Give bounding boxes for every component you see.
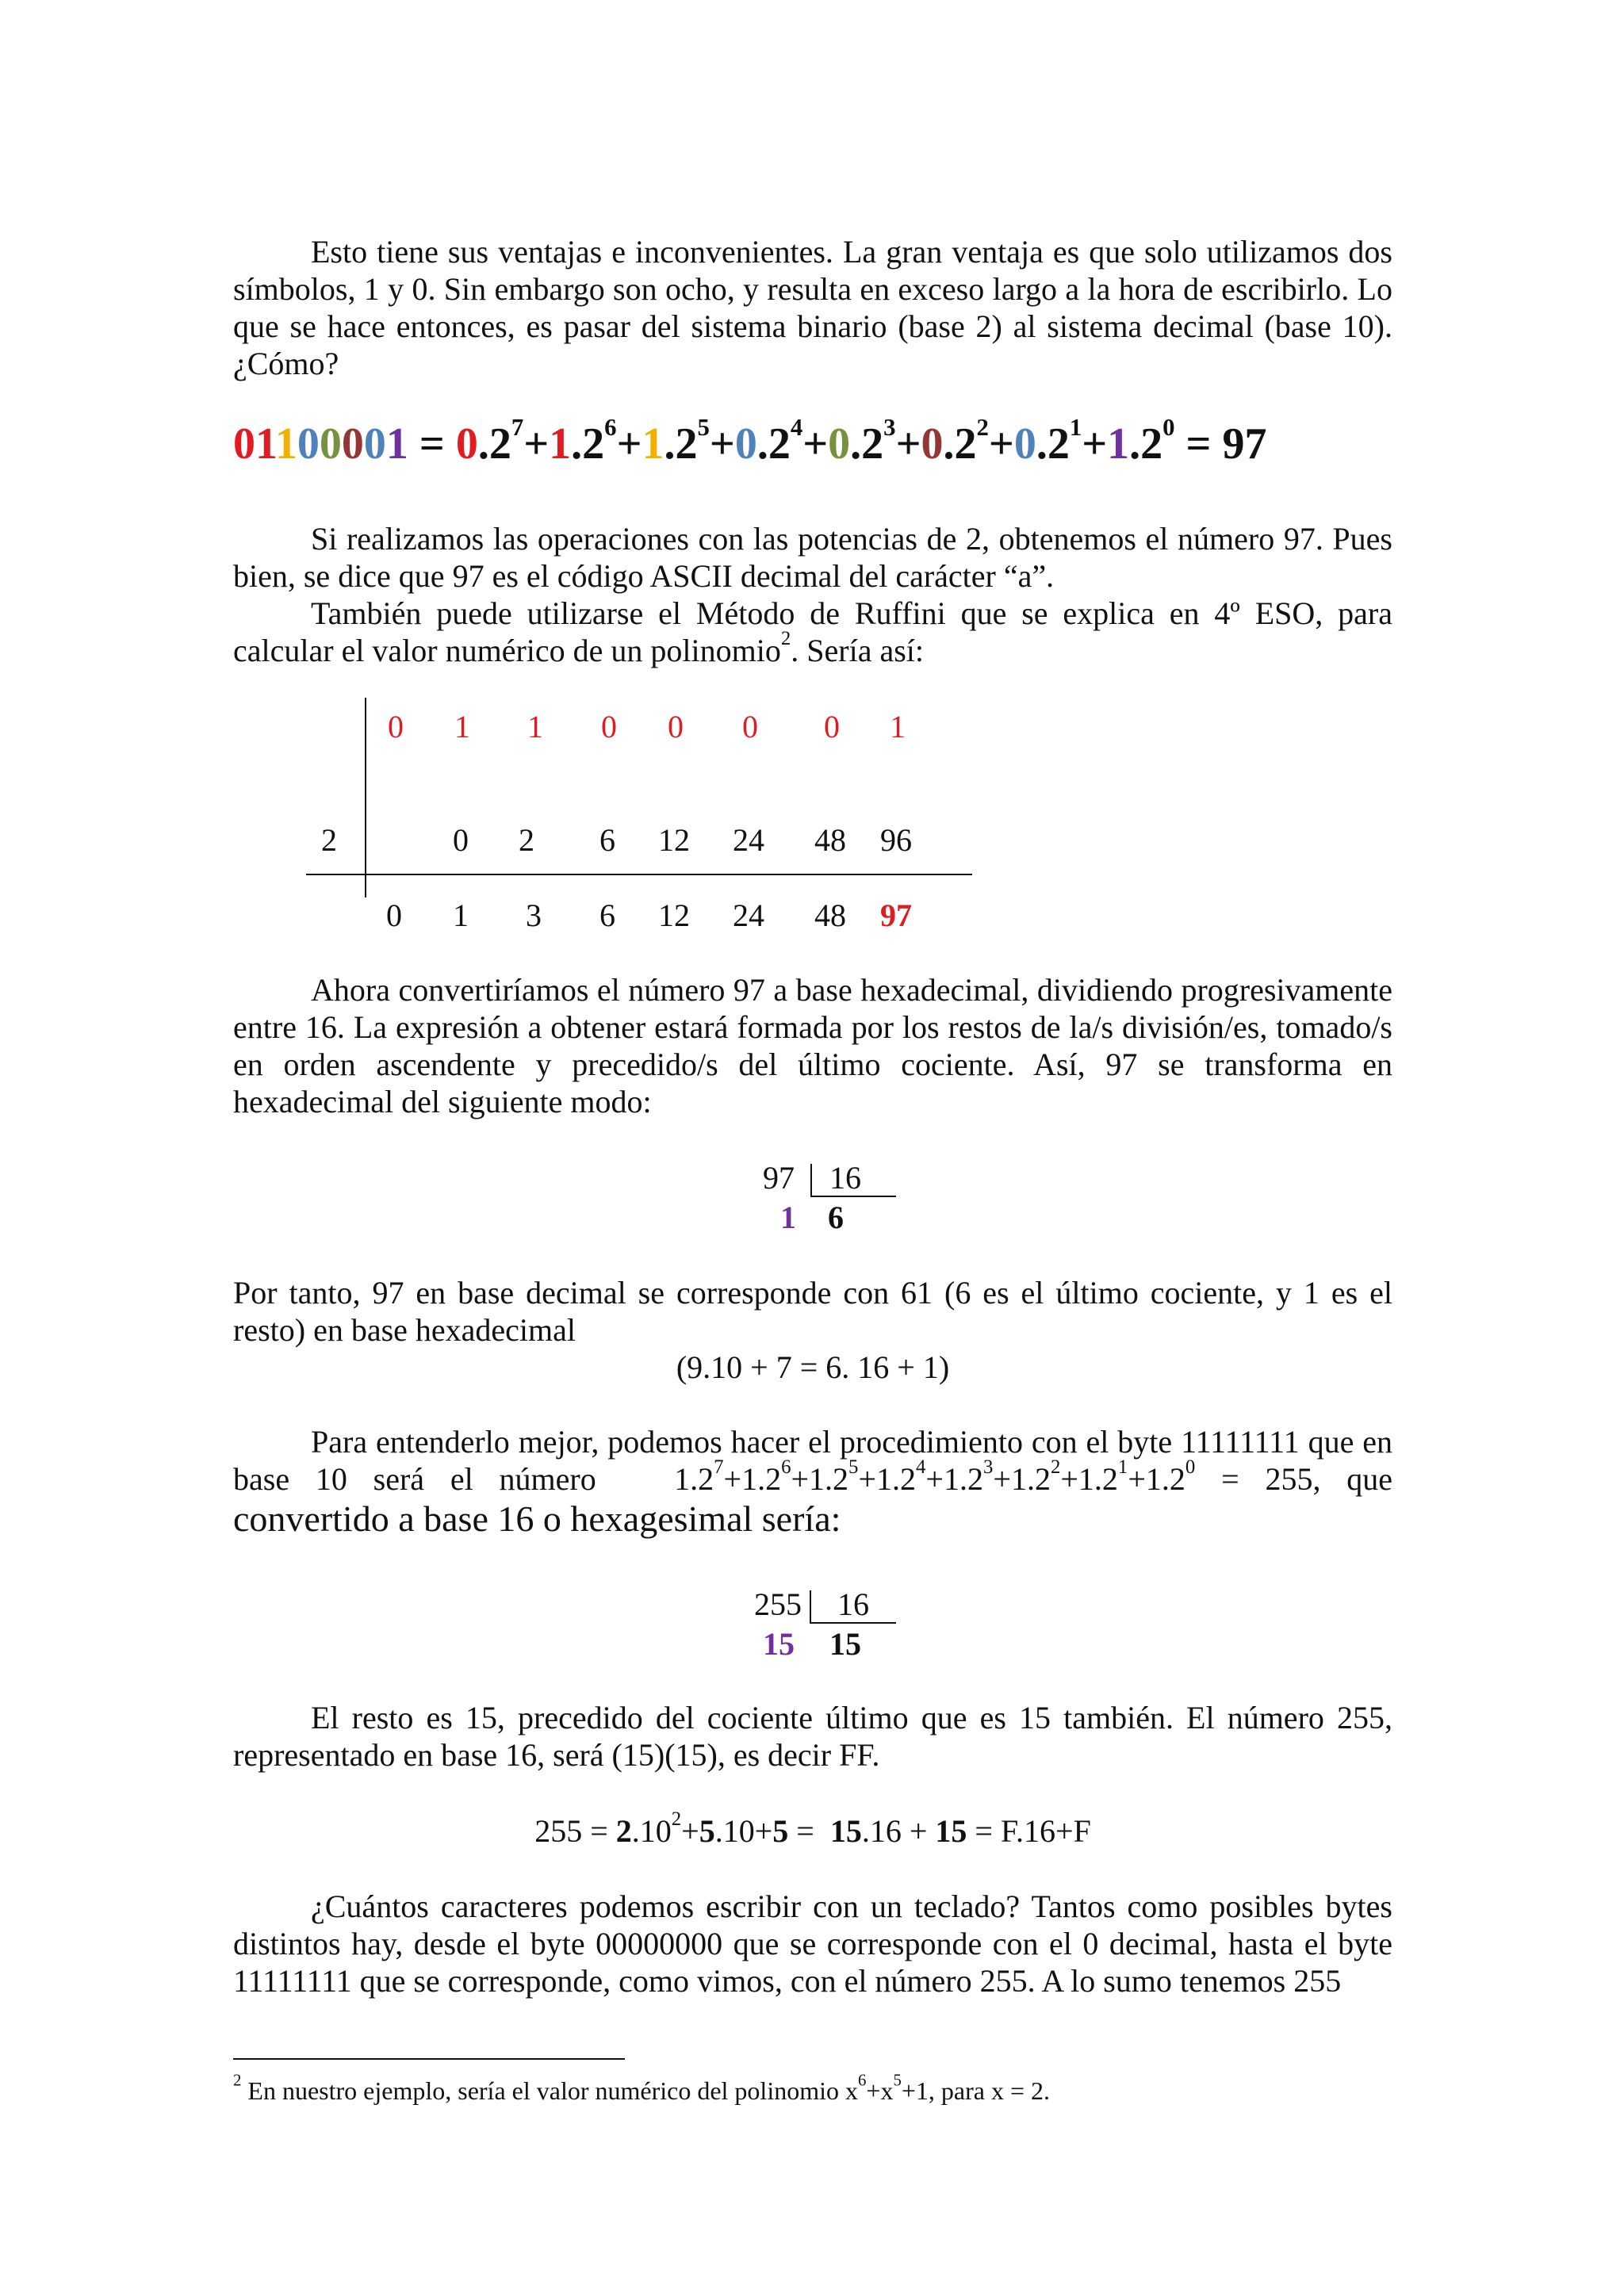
paragraph-ascii: Si realizamos las operaciones con las potencias de 2, obtenemos el número 97. Pues bien, se dice que 97 es el código ASCII decimal del carácter “a”.: [233, 521, 1392, 594]
ruffini-coefficient: 0: [388, 709, 404, 744]
binary-digit: 0: [363, 419, 386, 469]
binary-digit: 1: [274, 419, 297, 469]
footnote-exponent: 6: [857, 2071, 867, 2090]
equation-text: .10: [631, 1813, 672, 1849]
footnote-number: 2: [233, 2071, 242, 2090]
ruffini-result: 12: [658, 897, 690, 933]
expr-term: +1.2: [858, 1461, 917, 1497]
footnote-text: +1, para x = 2.: [901, 2076, 1050, 2105]
ruffini-product: 12: [658, 822, 690, 858]
term-exponent: 3: [883, 413, 896, 441]
ruffini-product: 2: [519, 822, 534, 858]
footnote: [233, 2071, 1050, 2106]
paragraph-ruffini: [233, 595, 1392, 669]
term-exponent: 2: [976, 413, 989, 441]
plus-sign: +: [895, 419, 921, 469]
expr-term: +1.2: [1128, 1461, 1185, 1497]
equation-text: =: [788, 1813, 830, 1849]
footnote-text: En nuestro ejemplo, sería el valor numérico del polinomio x: [241, 2076, 858, 2105]
paragraph-intro: Esto tiene sus ventajas e inconvenientes. La gran ventaja es que solo utilizamos dos símbolos, 1 y 0. Sin embargo son ocho, y resulta en exceso largo a la hora de escribirlo. Lo que se hace entonces, es pasar del sistema binario (base 2) al sistema decimal (base 10). ¿Cómo?: [233, 234, 1392, 381]
power-expansion: [455, 413, 1175, 469]
term-base: .2: [1129, 419, 1163, 469]
division-255-remainder: 15: [763, 1626, 795, 1662]
expr-exponent: 6: [781, 1456, 791, 1478]
plus-sign: +: [1082, 419, 1108, 469]
plus-sign: +: [988, 419, 1014, 469]
binary-digit: 0: [297, 419, 320, 469]
ruffini-product: 48: [814, 822, 846, 858]
division-255-dividend: 255: [754, 1586, 802, 1622]
term-base: .2: [850, 419, 884, 469]
term-exponent: 1: [1069, 413, 1082, 441]
plus-sign: +: [709, 419, 735, 469]
equation-text: +: [681, 1813, 699, 1849]
formula-equals: =: [408, 419, 456, 469]
expr-exponent: 7: [714, 1456, 724, 1478]
equation-255: [233, 1808, 1392, 1850]
footnote-reference: 2: [780, 627, 791, 649]
term-base: .2: [571, 419, 605, 469]
term-coefficient: 0: [921, 419, 944, 469]
division-255-bar: [810, 1590, 811, 1624]
term-exponent: 6: [604, 413, 617, 441]
paragraph-base16: convertido a base 16 o hexagesimal sería:: [233, 1498, 841, 1539]
equation-text: 255 =: [534, 1813, 616, 1849]
term-coefficient: 1: [1107, 419, 1130, 469]
binary-to-decimal-formula: [233, 413, 1267, 469]
term-base: .2: [664, 419, 698, 469]
ruffini-result: 0: [386, 897, 402, 933]
division-97-remainder: 1: [780, 1200, 796, 1235]
expr-term: +1.2: [1060, 1461, 1118, 1497]
footnote-separator: [233, 2058, 625, 2060]
ruffini-coefficient: 0: [742, 709, 758, 744]
paragraph-byte-255: [233, 1423, 1392, 1498]
term-base: .2: [477, 419, 511, 469]
ruffini-coefficient: 1: [527, 709, 543, 744]
ruffini-horizontal-line: [306, 874, 972, 875]
expr-exponent: 2: [1050, 1456, 1061, 1478]
term-base: .2: [943, 419, 977, 469]
expr-term: +1.2: [791, 1461, 849, 1497]
division-97-divisor: 16: [829, 1160, 861, 1196]
division-97-bar: [810, 1164, 812, 1197]
term-base: .2: [1036, 419, 1070, 469]
term-coefficient: 1: [549, 419, 572, 469]
ruffini-final-result: 97: [880, 897, 912, 933]
binary-digit: 1: [385, 419, 408, 469]
equation-digit-bold: 15: [829, 1813, 862, 1849]
expr-term: +1.2: [723, 1461, 782, 1497]
ruffini-coefficient: 0: [601, 709, 617, 744]
paragraph-hexadecimal: Ahora convertiríamos el número 97 a base hexadecimal, dividiendo progresivamente entre 16. La expresión a obtener estará formada por los restos de la/s división/es, tomado/s en orden ascendente y precedido/s del último cociente. Así, 97 se transforma en hexadecimal del siguiente modo:: [233, 972, 1392, 1119]
paragraph-ff: El resto es 15, precedido del cociente último que es 15 también. El número 255, representado en base 16, será (15)(15), es decir FF.: [233, 1700, 1392, 1773]
byte-255-text: Para entenderlo mejor, podemos hacer el procedimiento con el byte 11111111 que en base 10 será el número: [233, 1424, 1392, 1497]
expr-term: +1.2: [993, 1461, 1051, 1497]
byte-255-expression: [674, 1456, 1196, 1497]
expr-exponent: 0: [1185, 1456, 1196, 1478]
ruffini-coefficient: 0: [824, 709, 840, 744]
ruffini-product: 6: [599, 822, 615, 858]
term-coefficient: 0: [734, 419, 757, 469]
equation-digit-bold: 2: [615, 1813, 632, 1849]
term-exponent: 4: [790, 413, 803, 441]
ruffini-text: También puede utilizarse el Método de Ruffini que se explica en 4º ESO, para calcular el valor numérico de un polinomio: [233, 595, 1392, 668]
equation-digit-bold: 15: [935, 1813, 967, 1849]
term-coefficient: 0: [828, 419, 851, 469]
term-exponent: 7: [511, 413, 524, 441]
term-coefficient: 0: [455, 419, 478, 469]
equation-text: .16 +: [861, 1813, 936, 1849]
paragraph-result-61: Por tanto, 97 en base decimal se corresponde con 61 (6 es el último cociente, y 1 es el resto) en base hexadecimal: [233, 1275, 1392, 1348]
ruffini-divisor: 2: [321, 822, 337, 858]
ruffini-product: 24: [733, 822, 764, 858]
ruffini-product: 0: [453, 822, 469, 858]
equation-text: .10+: [714, 1813, 773, 1849]
check-equation: (9.10 + 7 = 6. 16 + 1): [676, 1349, 950, 1385]
division-255-divisor: 16: [837, 1586, 869, 1622]
ruffini-result: 3: [526, 897, 542, 933]
paragraph-keyboard: ¿Cuántos caracteres podemos escribir con un teclado? Tantos como posibles bytes distintos hay, desde el byte 00000000 que se corresponde con el 0 decimal, hasta el byte 11111111 que se corresponde, como vimos, con el número 255. A lo sumo tenemos 255: [233, 1888, 1392, 1999]
equation-digit-bold: 5: [772, 1813, 789, 1849]
division-255-quotient: 15: [829, 1626, 861, 1662]
term-exponent: 0: [1162, 413, 1175, 441]
equation-exponent: 2: [671, 1808, 682, 1830]
formula-result: = 97: [1174, 419, 1267, 469]
equation-text: = F.16+F: [967, 1813, 1091, 1849]
ruffini-result: 24: [733, 897, 764, 933]
footnote-exponent: 5: [893, 2071, 902, 2090]
binary-digit: 1: [255, 419, 275, 469]
binary-digit: 0: [319, 419, 342, 469]
equation-digit-bold: 5: [699, 1813, 715, 1849]
footnote-text: +x: [866, 2076, 894, 2105]
ruffini-vertical-line: [365, 698, 366, 897]
ruffini-result: 6: [599, 897, 615, 933]
expr-exponent: 1: [1117, 1456, 1128, 1478]
ruffini-text-end: . Sería así:: [791, 633, 925, 668]
term-coefficient: 0: [1013, 419, 1036, 469]
plus-sign: +: [616, 419, 642, 469]
division-97-quotient: 6: [828, 1200, 844, 1235]
expr-exponent: 3: [982, 1456, 994, 1478]
expr-term: 1.2: [674, 1461, 714, 1497]
expr-exponent: 4: [916, 1456, 926, 1478]
binary-number: [233, 419, 408, 469]
term-exponent: 5: [697, 413, 710, 441]
plus-sign: +: [523, 419, 550, 469]
plus-sign: +: [802, 419, 829, 469]
ruffini-coefficient: 1: [454, 709, 470, 744]
ruffini-result: 1: [453, 897, 469, 933]
binary-digit: 0: [341, 419, 364, 469]
binary-digit: 0: [233, 419, 255, 469]
term-base: .2: [756, 419, 791, 469]
byte-255-result: = 255, que: [1195, 1461, 1392, 1497]
ruffini-coefficient: 1: [890, 709, 906, 744]
term-coefficient: 1: [642, 419, 665, 469]
ruffini-result: 48: [814, 897, 846, 933]
expr-term: +1.2: [925, 1461, 983, 1497]
expr-exponent: 5: [848, 1456, 859, 1478]
division-97-dividend: 97: [763, 1160, 795, 1196]
ruffini-product: 96: [880, 822, 912, 858]
ruffini-coefficient: 0: [668, 709, 684, 744]
